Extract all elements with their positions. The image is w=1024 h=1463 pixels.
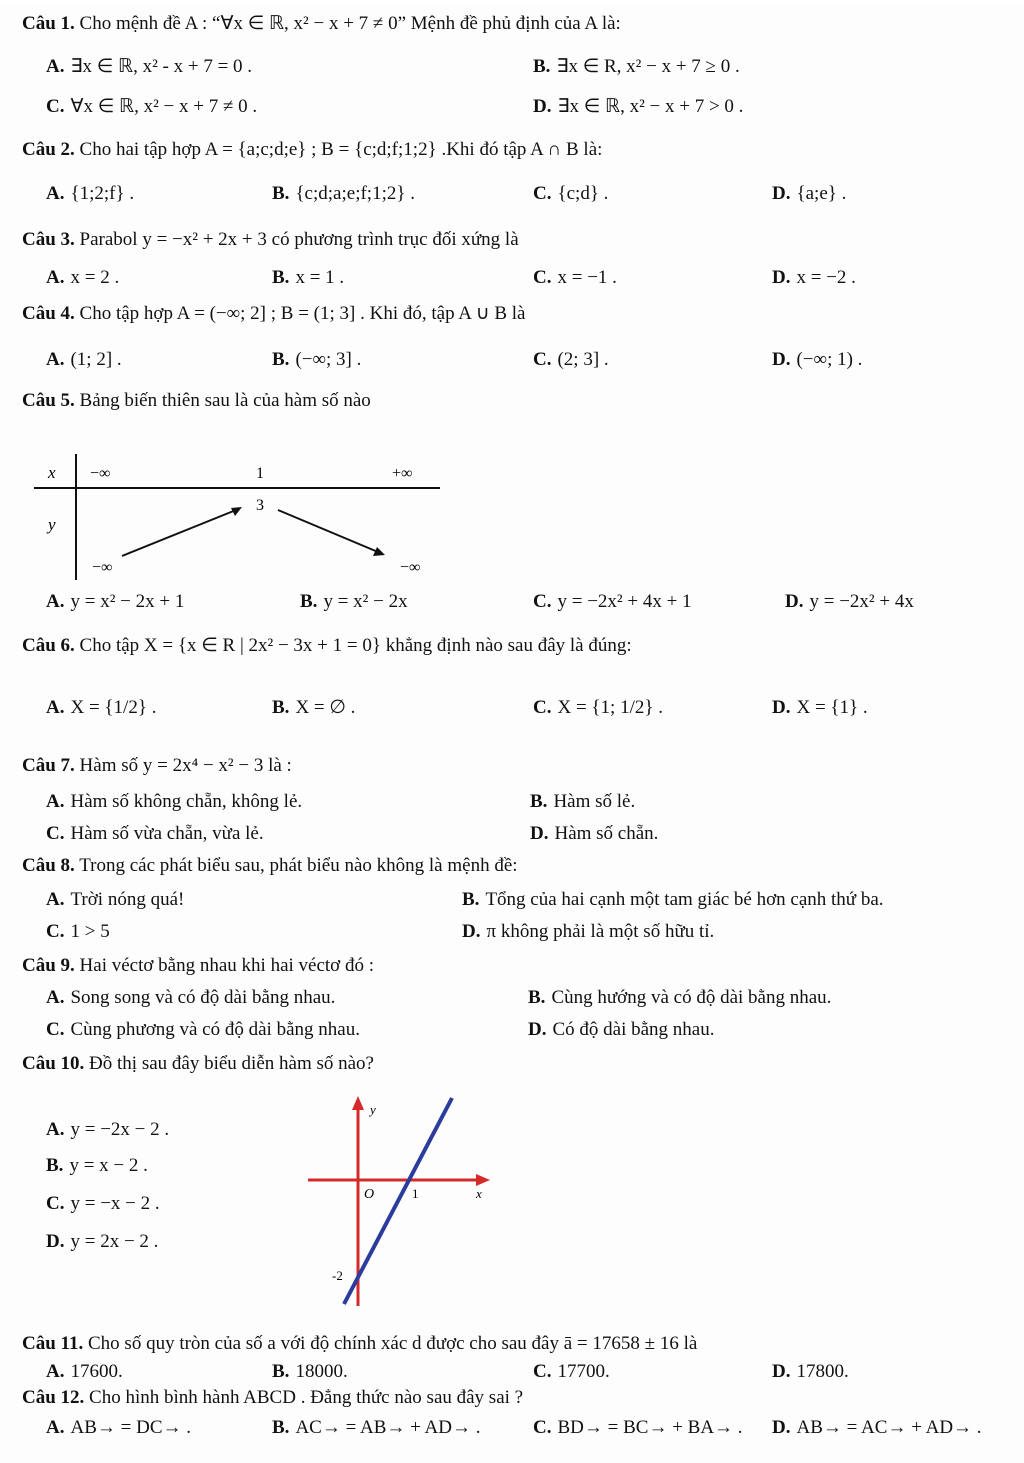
question-8-stem: Trong các phát biểu sau, phát biểu nào không là mệnh đề: [79,855,518,876]
graph-origin-label: O [364,1187,375,1202]
question-10-stem: Đồ thị sau đây biểu diễn hàm số nào? [89,1053,374,1074]
q6-option-c-letter: C. [533,697,552,718]
question-8 [22,854,518,878]
q4-option-a[interactable] [46,348,122,372]
q2-option-c-letter: C. [533,183,552,204]
question-9-label: Câu 9. [22,955,75,976]
increasing-arrow [122,510,236,556]
variation-table [30,448,450,588]
q12-option-d-text: AB→ = AC→ + AD→ . [796,1417,982,1438]
question-10 [22,1052,374,1076]
q5-option-b-text: y = x² − 2x [323,591,408,612]
graph-y-axis-label: y [370,1102,376,1117]
question-5-label: Câu 5. [22,390,75,411]
q1-option-c[interactable] [46,95,257,119]
q6-option-d-letter: D. [772,697,791,718]
q12-option-a[interactable] [46,1416,191,1440]
linear-function-graph [300,1090,500,1310]
q11-option-c-text: 17700. [557,1361,610,1382]
q8-option-d-letter: D. [462,921,481,942]
q9-option-c-letter: C. [46,1019,65,1040]
q12-option-c[interactable] [533,1416,743,1440]
table-x-label: x [48,463,56,482]
q8-option-c[interactable] [46,920,110,944]
q8-option-c-text: 1 > 5 [70,921,110,942]
q7-option-a-text: Hàm số không chẵn, không lẻ. [70,791,303,812]
q11-option-b-text: 18000. [295,1361,348,1382]
q9-option-c[interactable] [46,1018,360,1042]
q5-option-c-text: y = −2x² + 4x + 1 [557,591,692,612]
question-3-stem: Parabol y = −x² + 2x + 3 có phương trình trục đối xứng là [79,229,519,250]
q10-option-a-text: y = −2x − 2 . [70,1119,170,1140]
question-9-stem: Hai véctơ bằng nhau khi hai véctơ đó : [79,955,375,976]
q7-option-c-letter: C. [46,823,65,844]
q11-option-c-letter: C. [533,1361,552,1382]
q2-option-d-letter: D. [772,183,791,204]
q12-option-b-text: AC→ = AB→ + AD→ . [295,1417,481,1438]
q2-option-a[interactable] [46,182,134,206]
q5-option-a[interactable] [46,590,184,614]
table-x-value-2: 1 [256,465,264,482]
q1-option-a[interactable] [46,55,252,79]
q8-option-b-letter: B. [462,889,480,910]
question-2-label: Câu 2. [22,139,75,160]
q4-option-c-letter: C. [533,349,552,370]
q4-option-d-letter: D. [772,349,791,370]
q2-option-c-text: {c;d} . [557,183,609,204]
q8-option-b-text: Tổng của hai cạnh một tam giác bé hơn cạnh thứ ba. [485,889,884,910]
question-9 [22,954,374,978]
question-12-stem: Cho hình bình hành ABCD . Đẳng thức nào sau đây sai ? [89,1387,524,1408]
question-1-stem: Cho mệnh đề A : “∀x ∈ ℝ, x² − x + 7 ≠ 0” Mệnh đề phủ định của A là: [79,13,621,34]
q2-option-b-letter: B. [272,183,290,204]
q4-option-b-letter: B. [272,349,290,370]
question-6 [22,634,632,658]
q7-option-c-text: Hàm số vừa chẵn, vừa lẻ. [70,823,264,844]
q9-option-b[interactable] [528,986,831,1010]
question-12-label: Câu 12. [22,1387,85,1408]
question-6-label: Câu 6. [22,635,75,656]
q4-option-a-text: (1; 2] . [70,349,122,370]
q7-option-b-letter: B. [530,791,548,812]
q3-option-c-text: x = −1 . [557,267,617,288]
cropped-top-strip [0,0,1024,6]
question-4 [22,302,526,326]
q9-option-d-letter: D. [528,1019,547,1040]
q3-option-c-letter: C. [533,267,552,288]
q4-option-c-text: (2; 3] . [557,349,609,370]
question-2 [22,138,602,162]
question-11 [22,1332,697,1356]
q10-option-c[interactable] [46,1192,160,1216]
q6-option-c[interactable] [533,696,663,720]
q4-option-c[interactable] [533,348,609,372]
q5-option-d-letter: D. [785,591,804,612]
q10-option-b-text: y = x − 2 . [69,1155,148,1176]
q9-option-d-text: Có độ dài bằng nhau. [552,1019,715,1040]
q6-option-d[interactable] [772,696,868,720]
q7-option-d-letter: D. [530,823,549,844]
q11-option-a[interactable] [46,1360,123,1384]
q9-option-a-text: Song song và có độ dài bằng nhau. [70,987,336,1008]
question-7 [22,754,292,778]
q11-option-c[interactable] [533,1360,610,1384]
q6-option-b-text: X = ∅ . [295,697,356,718]
q6-option-c-text: X = {1; 1/2} . [557,697,663,718]
q9-option-a[interactable] [46,986,335,1010]
question-11-label: Câu 11. [22,1333,84,1354]
q3-option-b[interactable] [272,266,344,290]
q4-option-b-text: (−∞; 3] . [295,349,362,370]
q11-option-a-letter: A. [46,1361,65,1382]
q10-option-b[interactable] [46,1154,148,1178]
q1-option-d-letter: D. [533,96,552,117]
q8-option-c-letter: C. [46,921,65,942]
q5-option-d-text: y = −2x² + 4x [809,591,914,612]
q4-option-b[interactable] [272,348,361,372]
q5-option-c[interactable] [533,590,692,614]
q2-option-a-text: {1;2;f} . [70,183,135,204]
q1-option-a-text: ∃x ∈ ℝ, x² - x + 7 = 0 . [70,56,253,77]
table-y-value-1: −∞ [92,559,113,576]
graph-x-axis-arrow [476,1174,490,1186]
q12-option-c-letter: C. [533,1417,552,1438]
table-x-value-1: −∞ [90,465,111,482]
q5-option-d[interactable] [785,590,914,614]
question-10-label: Câu 10. [22,1053,85,1074]
q12-option-b-letter: B. [272,1417,290,1438]
q1-option-a-letter: A. [46,56,65,77]
q1-option-b[interactable] [533,55,740,79]
q11-option-a-text: 17600. [70,1361,123,1382]
q5-option-c-letter: C. [533,591,552,612]
q4-option-d-text: (−∞; 1) . [796,349,863,370]
question-6-stem: Cho tập X = {x ∈ R | 2x² − 3x + 1 = 0} khẳng định nào sau đây là đúng: [79,635,632,656]
q8-option-a[interactable] [46,888,184,912]
q10-option-a[interactable] [46,1118,169,1142]
question-1-label: Câu 1. [22,13,75,34]
question-5-stem: Bảng biến thiên sau là của hàm số nào [79,390,371,411]
graph-y-tick-label: -2 [332,1268,343,1283]
table-y-value-2: 3 [256,497,264,514]
q5-option-a-letter: A. [46,591,65,612]
q1-option-d[interactable] [533,95,743,119]
question-7-stem: Hàm số y = 2x⁴ − x² − 3 là : [79,755,292,776]
q6-option-a[interactable] [46,696,156,720]
q3-option-b-letter: B. [272,267,290,288]
q10-option-a-letter: A. [46,1119,65,1140]
q2-option-d-text: {a;e} . [796,183,847,204]
q6-option-a-text: X = {1/2} . [70,697,157,718]
q11-option-d-text: 17800. [796,1361,849,1382]
question-12 [22,1386,523,1410]
q7-option-a[interactable] [46,790,302,814]
q12-option-a-text: AB→ = DC→ . [70,1417,191,1438]
q7-option-d[interactable] [530,822,658,846]
graph-x-tick-label: 1 [412,1186,419,1201]
q10-option-c-letter: C. [46,1193,65,1214]
q9-option-c-text: Cùng phương và có độ dài bằng nhau. [70,1019,360,1040]
q10-option-c-text: y = −x − 2 . [70,1193,160,1214]
graph-line [344,1098,452,1304]
q3-option-d-letter: D. [772,267,791,288]
q6-option-d-text: X = {1} . [796,697,868,718]
q10-option-b-letter: B. [46,1155,64,1176]
q12-option-c-text: BD→ = BC→ + BA→ . [557,1417,743,1438]
q3-option-d[interactable] [772,266,856,290]
question-11-stem: Cho số quy tròn của số a với độ chính xác d được cho sau đây ā = 17658 ± 16 là [88,1333,698,1354]
q1-option-c-text: ∀x ∈ ℝ, x² − x + 7 ≠ 0 . [70,96,258,117]
q11-option-b[interactable] [272,1360,348,1384]
q10-option-d[interactable] [46,1230,158,1254]
table-x-value-3: +∞ [392,465,413,482]
q1-option-b-letter: B. [533,56,551,77]
q11-option-d[interactable] [772,1360,849,1384]
question-2-stem: Cho hai tập hợp A = {a;c;d;e} ; B = {c;d;f;1;2} .Khi đó tập A ∩ B là: [79,139,603,160]
q7-option-b[interactable] [530,790,635,814]
question-4-label: Câu 4. [22,303,75,324]
q12-option-a-letter: A. [46,1417,65,1438]
q6-option-b[interactable] [272,696,355,720]
q3-option-b-text: x = 1 . [295,267,345,288]
q10-option-d-letter: D. [46,1231,65,1252]
graph-x-axis-label: x [476,1186,482,1201]
q3-option-a-text: x = 2 . [70,267,120,288]
q6-option-b-letter: B. [272,697,290,718]
question-4-stem: Cho tập hợp A = (−∞; 2] ; B = (1; 3] . Khi đó, tập A ∪ B là [79,303,526,324]
q4-option-d[interactable] [772,348,862,372]
table-y-value-3: −∞ [400,559,421,576]
question-7-label: Câu 7. [22,755,75,776]
q11-option-b-letter: B. [272,1361,290,1382]
q8-option-a-letter: A. [46,889,65,910]
question-3 [22,228,519,252]
q4-option-a-letter: A. [46,349,65,370]
q5-option-a-text: y = x² − 2x + 1 [70,591,185,612]
decreasing-arrow [278,510,378,552]
q7-option-d-text: Hàm số chẵn. [554,823,659,844]
q12-option-d-letter: D. [772,1417,791,1438]
q7-option-c[interactable] [46,822,264,846]
q8-option-d-text: π không phải là một số hữu tỉ. [486,921,715,942]
q2-option-a-letter: A. [46,183,65,204]
q1-option-c-letter: C. [46,96,65,117]
q7-option-b-text: Hàm số lẻ. [553,791,636,812]
q2-option-c[interactable] [533,182,608,206]
q2-option-b[interactable] [272,182,415,206]
question-5 [22,389,371,413]
q8-option-b[interactable] [462,888,884,912]
question-3-label: Câu 3. [22,229,75,250]
q3-option-a-letter: A. [46,267,65,288]
q7-option-a-letter: A. [46,791,65,812]
q2-option-d[interactable] [772,182,846,206]
q9-option-a-letter: A. [46,987,65,1008]
q12-option-b[interactable] [272,1416,481,1440]
q9-option-d[interactable] [528,1018,715,1042]
q5-option-b-letter: B. [300,591,318,612]
table-y-label: y [48,515,56,534]
graph-y-axis-arrow [352,1096,364,1110]
question-8-label: Câu 8. [22,855,75,876]
q10-option-d-text: y = 2x − 2 . [70,1231,159,1252]
q8-option-d[interactable] [462,920,714,944]
q3-option-c[interactable] [533,266,617,290]
q1-option-d-text: ∃x ∈ ℝ, x² − x + 7 > 0 . [557,96,744,117]
q2-option-b-text: {c;d;a;e;f;1;2} . [295,183,415,204]
q3-option-a[interactable] [46,266,119,290]
q9-option-b-letter: B. [528,987,546,1008]
q12-option-d[interactable] [772,1416,982,1440]
q3-option-d-text: x = −2 . [796,267,856,288]
q5-option-b[interactable] [300,590,408,614]
q9-option-b-text: Cùng hướng và có độ dài bằng nhau. [551,987,832,1008]
q6-option-a-letter: A. [46,697,65,718]
q11-option-d-letter: D. [772,1361,791,1382]
question-1 [22,12,621,36]
q8-option-a-text: Trời nóng quá! [70,889,185,910]
q1-option-b-text: ∃x ∈ R, x² − x + 7 ≥ 0 . [556,56,740,77]
